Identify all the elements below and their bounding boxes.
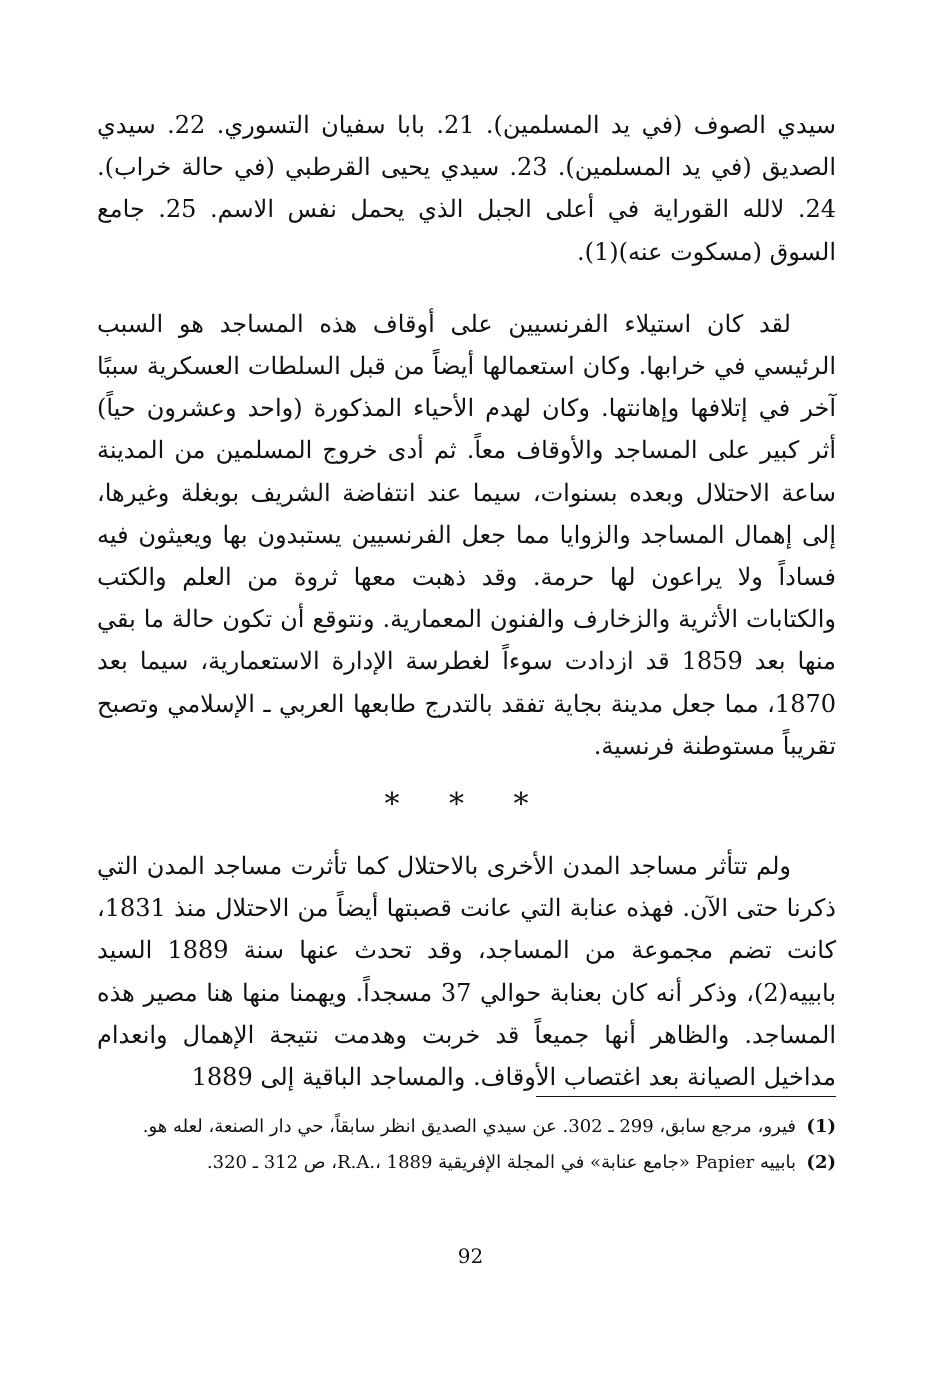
footnote-text: فيرو، مرجع سابق، 299 ـ 302. عن سيدي الصديق انظر سابقاً، حي دار الصنعة، لعله هو. (142, 1116, 796, 1137)
footnote-1 (97, 1112, 836, 1142)
paragraph-2: لقد كان استيلاء الفرنسيين على أوقاف هذه المساجد هو السبب الرئيسي في خرابها. وكان استعمالها أيضاً من قبل السلطات العسكرية سببًا آخر في إتلافها وإهانتها. وكان لهدم الأحياء المذكورة (واحد وعشرون حياً) أثر كبير على المساجد والأوقاف معاً. ثم أدى خروج المسلمين من المدينة ساعة الاحتلال وبعده بسنوات، سيما عند انتفاضة الشريف بوبغلة وغيرها، إلى إهمال المساجد والزوايا مما جعل الفرنسيين يستبدون بها ويعيثون فيه فساداً ولا يراعون لها حرمة. وقد ذهبت معها ثروة من العلم والكتب والكتابات الأثرية والزخارف والفنون المعمارية. ونتوقع أن تكون حالة ما بقي منها بعد 1859 قد ازدادت سوءاً لغطرسة الإدارة الاستعمارية، سيما بعد 1870، مما جعل مدينة بجاية تفقد بالتدرج طابعها العربي ـ الإسلامي وتصبح تقريباً مستوطنة فرنسية. (97, 309, 837, 760)
section-separator: * * * (384, 787, 549, 823)
footnotes (97, 1112, 836, 1184)
footnote-divider (536, 1096, 836, 1097)
page-body (97, 104, 836, 1098)
footnote-number: (2) (806, 1152, 836, 1173)
page-number: 92 (457, 1244, 484, 1268)
footnote-number: (1) (806, 1116, 836, 1137)
footnote-text: بابييه Papier «جامع عنابة» في المجلة الإفريقية R.A.، 1889، ص 312 ـ 320. (206, 1152, 796, 1173)
paragraph-1: سيدي الصوف (في يد المسلمين). 21. بابا سفيان التسوري. 22. سيدي الصديق (في يد المسلمين). 23. سيدي يحيى القرطبي (في حالة خراب). 24. لالله القوراية في أعلى الجبل الذي يحمل نفس الاسم. 25. جامع السوق (مسكوت عنه)(1). (97, 111, 837, 266)
footnote-2 (97, 1148, 836, 1178)
paragraph-3: ولم تتأثر مساجد المدن الأخرى بالاحتلال كما تأثرت مساجد المدن التي ذكرنا حتى الآن. فهذه عنابة التي عانت قصبتها أيضاً من الاحتلال منذ 1831، كانت تضم مجموعة من المساجد، وقد تحدث عنها سنة 1889 السيد بابييه(2)، وذكر أنه كان بعنابة حوالي 37 مسجداً. ويهمنا منها هنا مصير هذه المساجد. والظاهر أنها جميعاً قد خربت وهدمت نتيجة الإهمال وانعدام مداخيل الصيانة بعد اغتصاب الأوقاف. والمساجد الباقية إلى 1889 (97, 852, 836, 1092)
